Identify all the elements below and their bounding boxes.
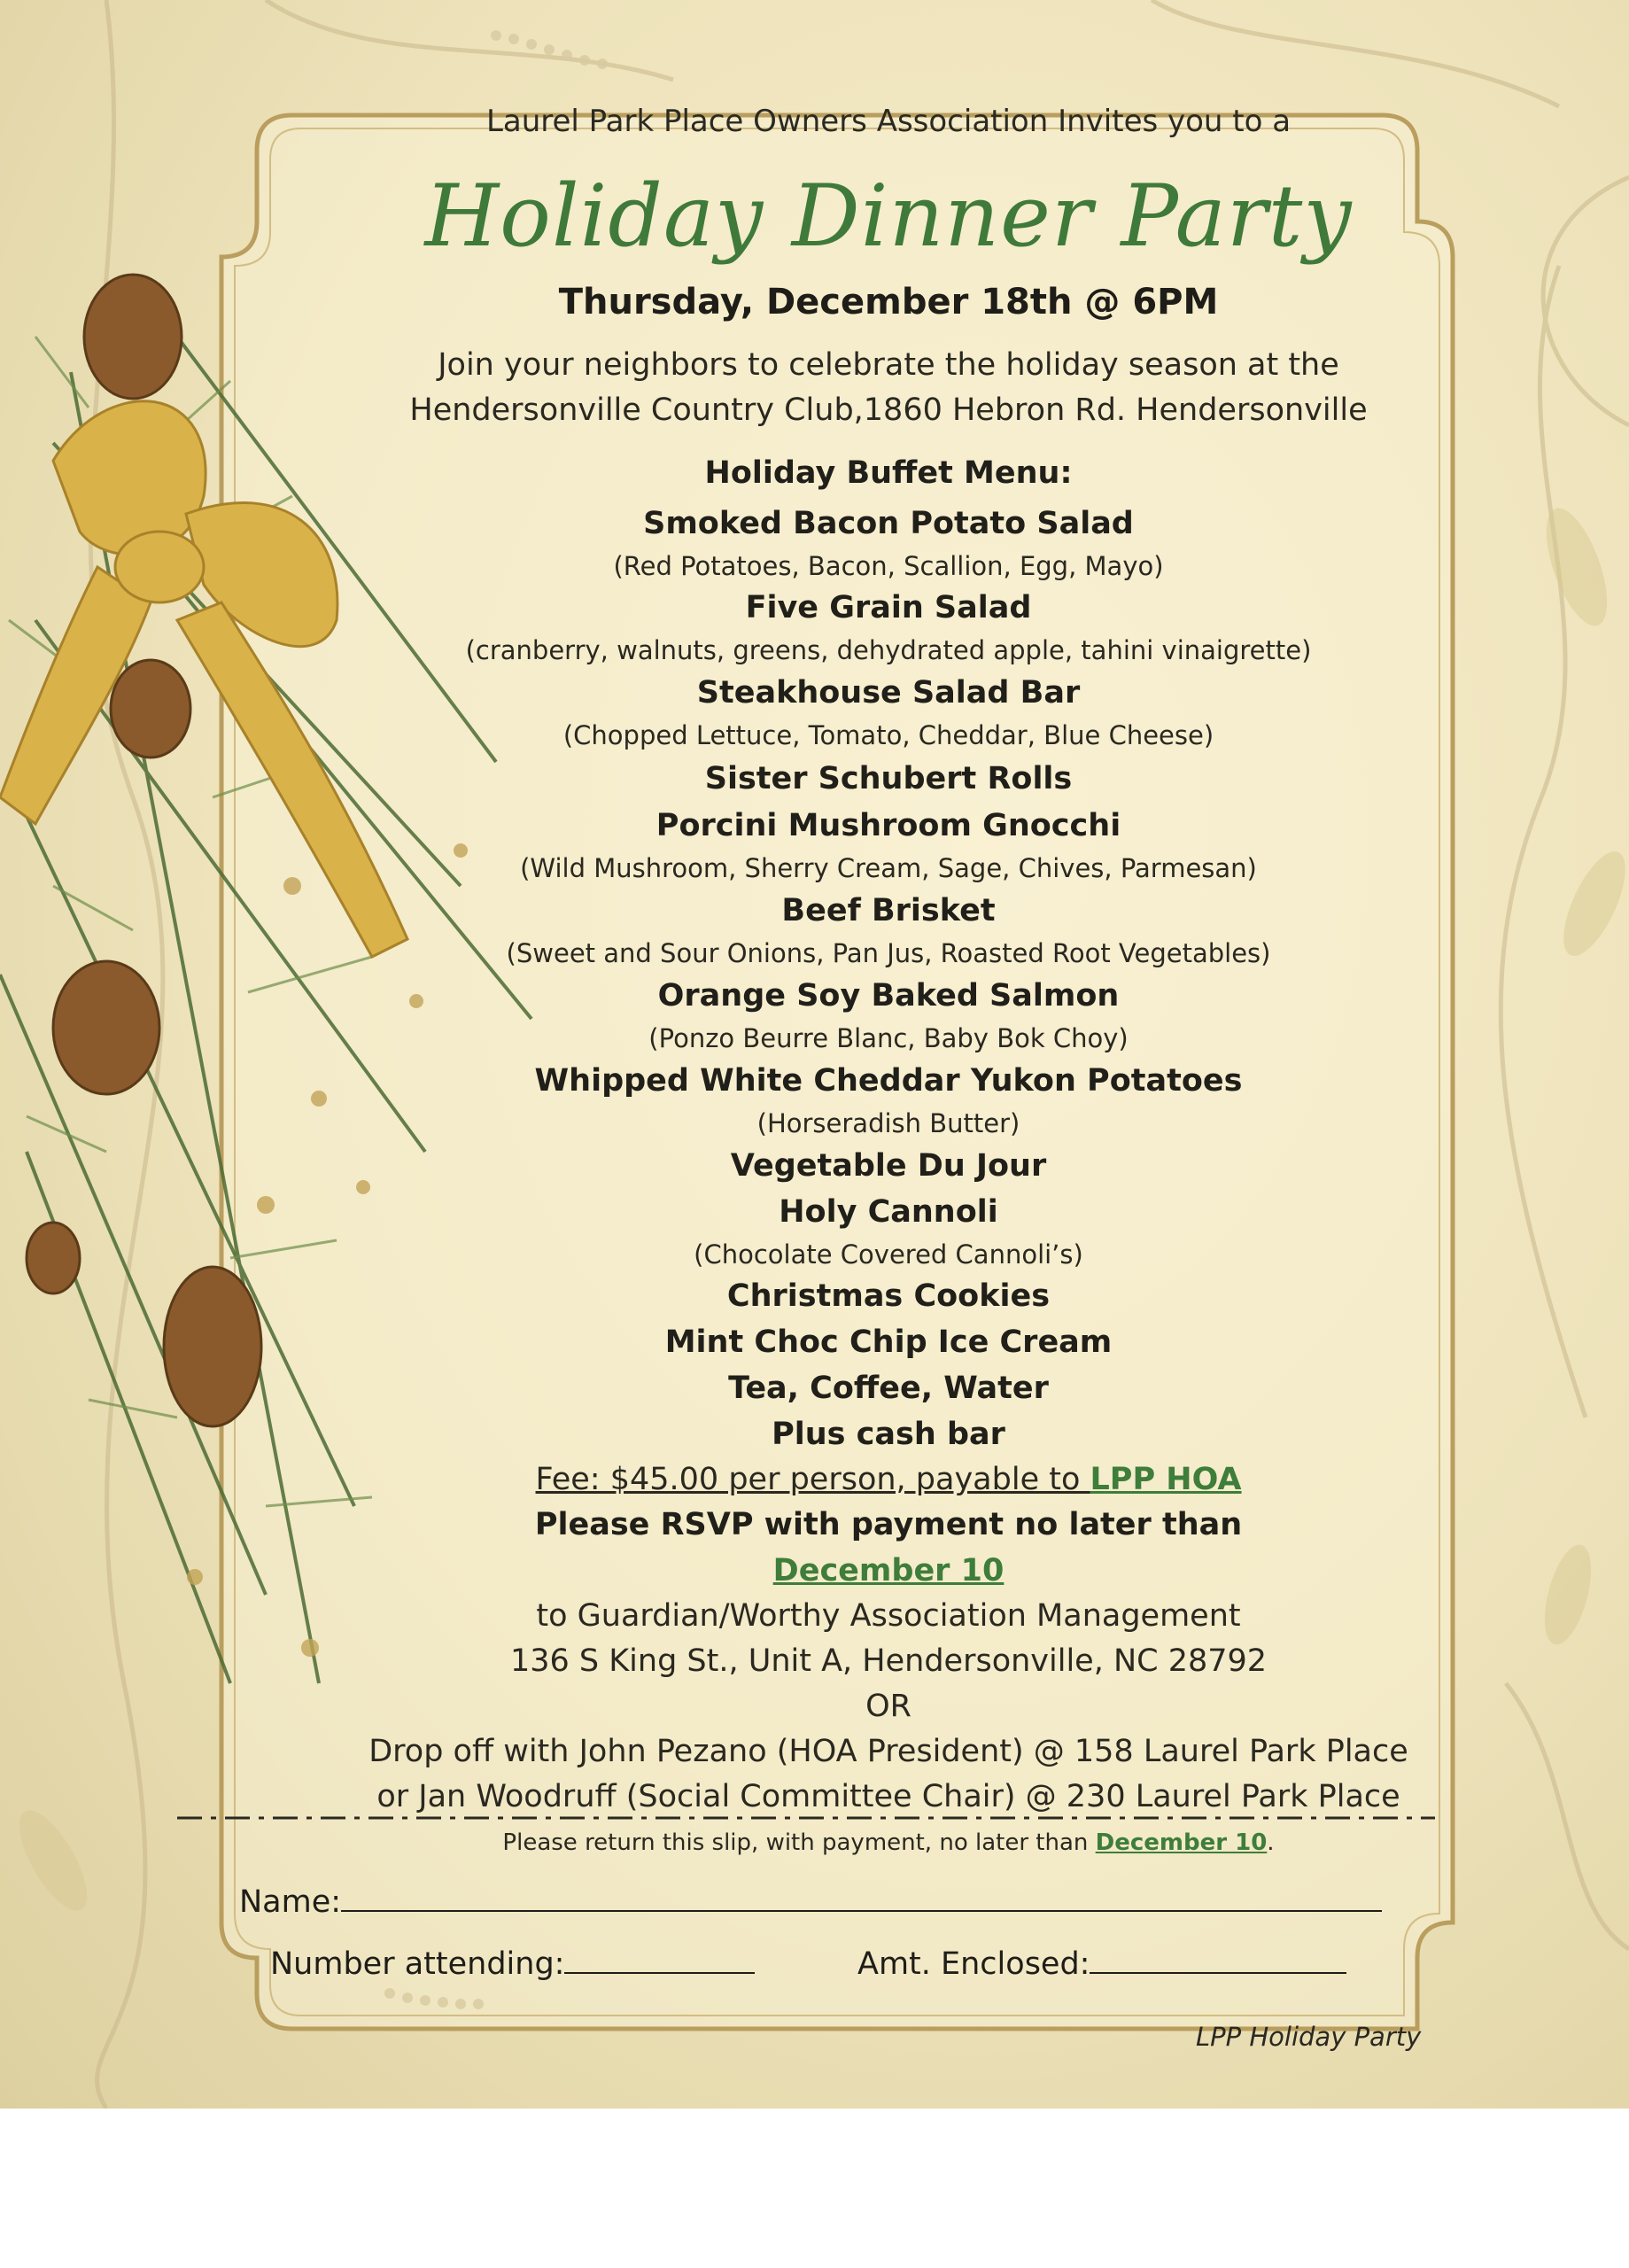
amount-enclosed-label: Amt. Enclosed: <box>857 1946 1090 1982</box>
invitation-sheet: Laurel Park Place Owners Association Invites you to a Holiday Dinner Party Thursday, December 18th @ 6PM Join your neighbors to celebrate the holiday season at the Hendersonville Country Club,1860 Hebron Rd. Hendersonville Holiday Buffet Menu: Smoked Bacon Potato Salad (Red Potatoes, Bacon, Scallion, Egg, Mayo) Five Grain Salad (cranberry, walnuts, greens, dehydrated apple, tahini vinaigrette) Steakhouse Salad Bar (Chopped Lettuce, Tomato, Cheddar, Blue Cheese) Sister Schubert Rolls Porcini Mushroom Gnocchi (Wild Mushroom, Sherry Cream, Sage, Chives, Parmesan) Beef Brisket (Sweet and Sour Onions, Pan Jus, Roasted Root Vegetables) Orange Soy Baked Salmon (Ponzo Beurre Blanc, Baby Bok Choy) Whipped White Cheddar Yukon Potatoes (Horseradish Butter) Vegetable Du Jour Holy Cannoli (Chocolate Covered Cannoli’s) Christmas Cookies Mint Choc Chip Ice Cream Tea, Coffee, Water Plus cash bar Fee: $45.00 per person, payable to LPP HOA Please RSVP with payment no later than December 10 to Guardian/Worthy Association Management 136 S King St., Unit A, Hendersonville, NC 28792 OR Drop off with John Pezano (HOA President) @ 158 Laurel Park Place or Jan Woodruff (Social Committee Chair) @ 230 Laurel Park Place Please return this slip, with payment, no later than December 10. Name: Number attending: Amt. Enclosed: LPP Holiday Party <box>0 0 1629 2109</box>
return-deadline: December 10 <box>1095 1829 1268 1856</box>
number-attending-field[interactable] <box>270 1946 755 1982</box>
name-label: Name: <box>239 1884 342 1920</box>
name-field[interactable] <box>239 1884 1382 1920</box>
amount-enclosed-blank[interactable] <box>1090 1949 1346 1974</box>
name-blank[interactable] <box>341 1887 1382 1912</box>
footer-label: LPP Holiday Party <box>1196 2022 1422 2052</box>
number-attending-label: Number attending: <box>270 1946 565 1982</box>
amount-enclosed-field[interactable] <box>857 1946 1346 1982</box>
number-attending-blank[interactable] <box>564 1949 755 1974</box>
fee-payee: LPP HOA <box>1090 1462 1242 1497</box>
